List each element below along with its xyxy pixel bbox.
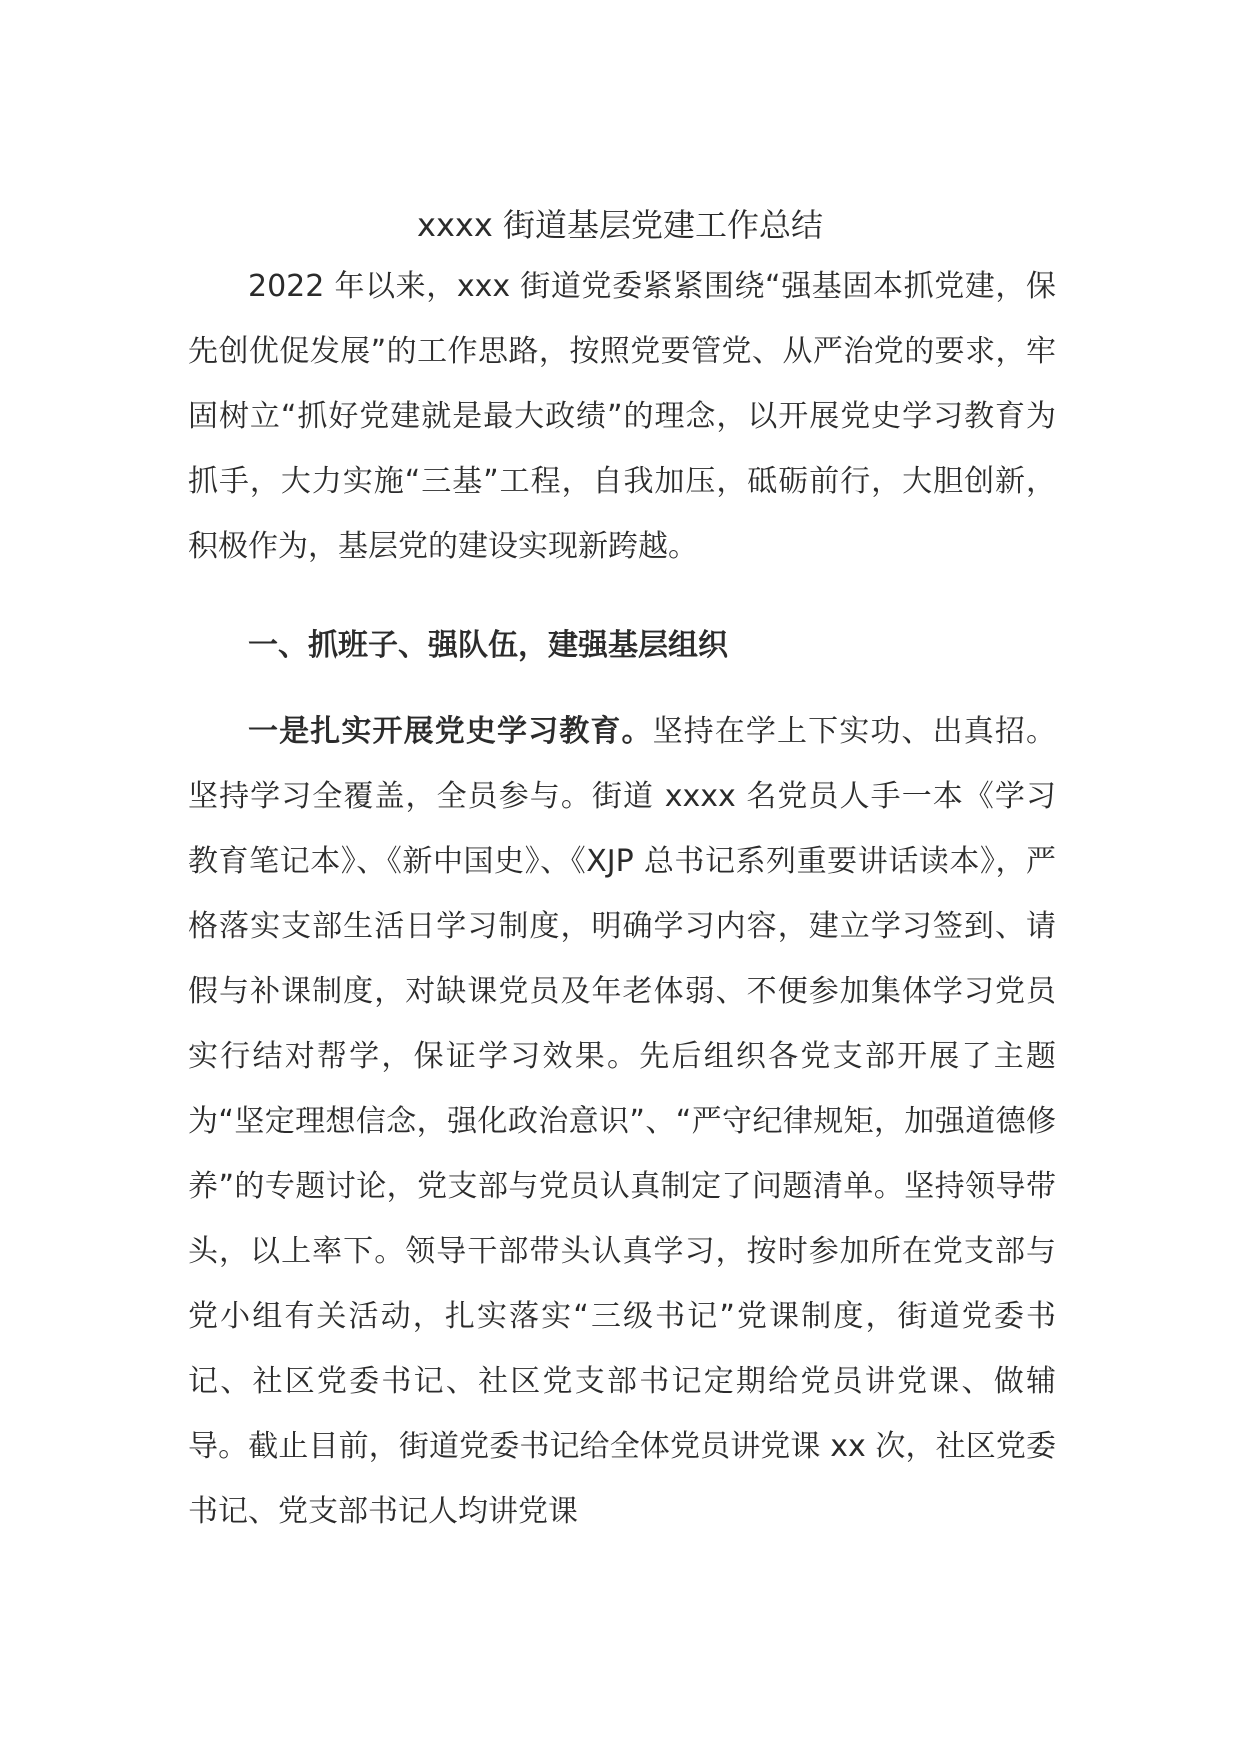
section-paragraph bbox=[188, 699, 1056, 1574]
document-title: xxxx 街道基层党建工作总结 bbox=[417, 206, 823, 244]
section-heading: 一、抓班子、强队伍，建强基层组织 bbox=[248, 628, 728, 663]
intro-paragraph: 2022 年以来，xxx 街道党委紧紧围绕“强基固本抓党建，保先创优促发展”的工作思路，按照党要管党、从严治党的要求，牢固树立“抓好党建就是最大政绩”的理念，以开展党史学习教育为抓手，大力实施“三基”工程，自我加压，砥砺前行，大胆创新，积极作为，基层党的建设实现新跨越。 bbox=[188, 269, 1056, 564]
paragraph-lead-sentence: 一是扎实开展党史学习教育。 bbox=[248, 714, 653, 749]
paragraph-body-text: 坚持在学上下实功、出真招。坚持学习全覆盖，全员参与。街道 xxxx 名党员人手一本《学习教育笔记本》、《新中国史》、《XJP 总书记系列重要讲话读本》，严格落实支部生活日学习制度，明确学习内容，建立学习签到、请假与补课制度，对缺课党员及年老体弱、不便参加集体学习党员实行结对帮学，保证学习效果。先后组织各党支部开展了主题为“坚定理想信念，强化政治意识”、“严守纪律规矩，加强道德修养”的专题讨论，党支部与党员认真制定了问题清单。坚持领导带头，以上率下。领导干部带头认真学习，按时参加所在党支部与党小组有关活动，扎实落实“三级书记”党课制度，街道党委书记、社区党委书记、社区党支部书记定期给党员讲党课、做辅导。截止目前，街道党委书记给全体党员讲党课 xx 次，社区党委书记、党支部书记人均讲党课 bbox=[188, 714, 1057, 1529]
